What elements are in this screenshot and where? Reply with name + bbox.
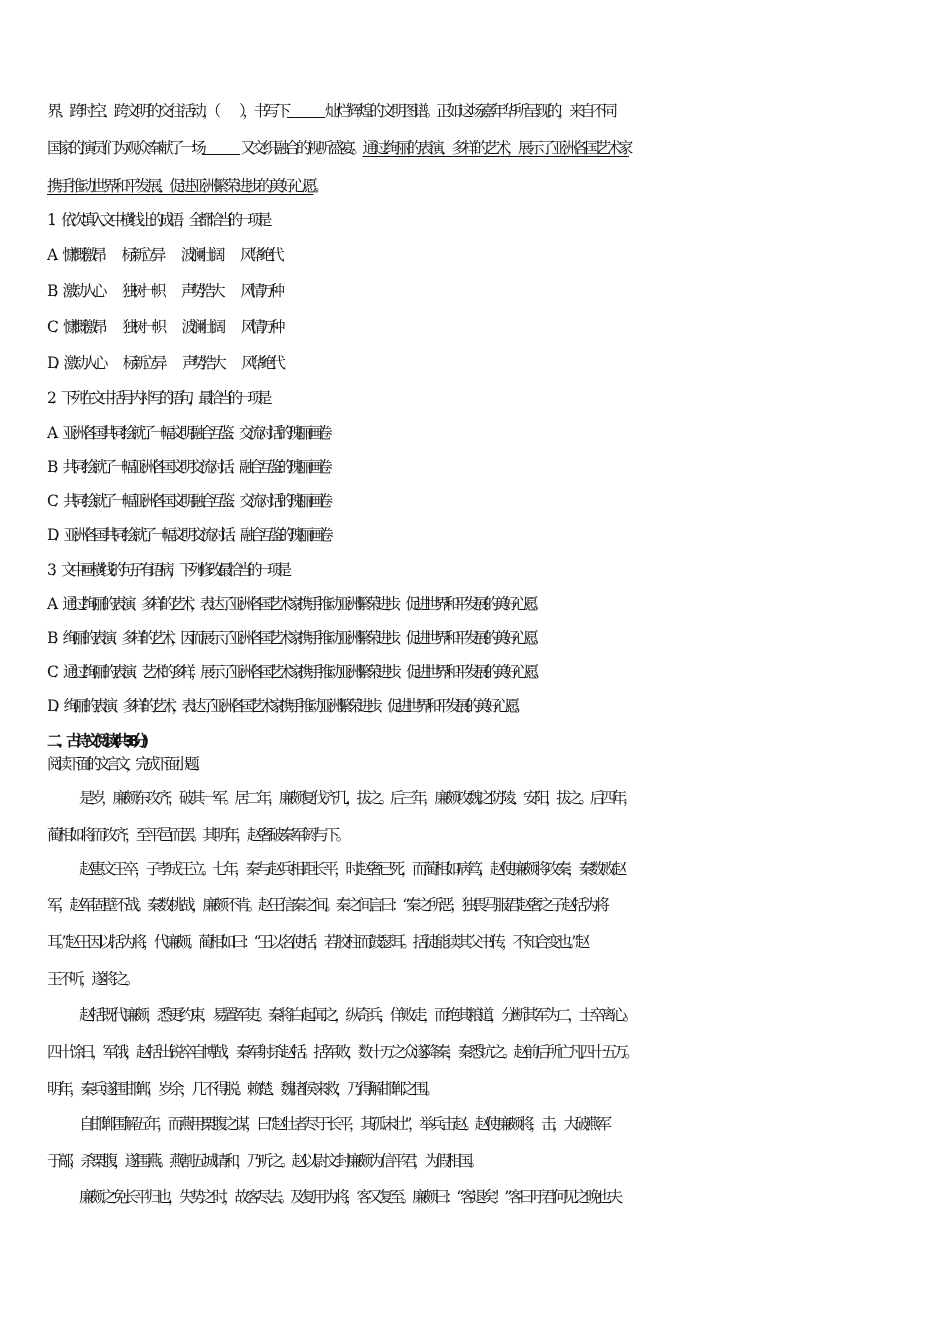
q1-option-b[interactable] <box>47 280 917 302</box>
underlined-sentence: 通过绚丽的表演、多样的艺术，展示了亚洲各国艺术家 <box>362 139 629 157</box>
passage-text: 国家的演员们为观众奉献了一场 <box>47 139 203 157</box>
option-item: 声势浩大 <box>181 354 222 372</box>
q3-option-b[interactable]: B．绚丽的表演、多样的艺术，因而展示了亚洲各国艺术家携手推动亚洲繁荣进步、促进世界和平发展的美好心愿。 <box>47 629 543 647</box>
option-item: 波澜壮阔 <box>180 246 220 264</box>
option-label: C． <box>47 318 63 336</box>
q3-option-c[interactable]: C．通过绚丽的表演、艺术的多样，展示了亚洲各国艺术家携手推动亚洲繁荣进步、促进世界和平发展的美好心愿。 <box>47 663 544 681</box>
q2-option-d[interactable]: D．亚洲各国共同绘就了一幅文明交流对话、融合互鉴的瑰丽画卷 <box>47 526 329 544</box>
passage-text: 又交织融合的视听盛宴。 <box>240 139 363 157</box>
question-1-stem: 1．依次填入文中横线上的成语，全都恰当的一项是 <box>47 211 267 229</box>
option-item: 激动人心 <box>63 354 103 372</box>
q1-option-c[interactable] <box>47 316 917 338</box>
classical-p1-line-2: 蔺相如将而攻齐，至平邑而罢。其明年，赵奢破秦军阏与下。 <box>47 826 347 844</box>
passage-text: 。 <box>313 177 325 195</box>
option-item: 独树一帜 <box>121 282 161 300</box>
classical-p2-line-1: 赵惠文王卒，子孝成王立。七年，秦与赵兵相距长平，时赵奢已死，而蔺相如病笃，赵使廉颇将攻秦，秦数败赵 <box>79 860 623 878</box>
section-heading: 二、古诗文阅读(共 38 分) <box>47 732 144 750</box>
fill-blank <box>287 102 325 118</box>
passage-text: 界、跨时空、跨文明的交往活动，（ ），书写下 <box>47 102 287 120</box>
fill-blank <box>202 139 240 155</box>
option-item: 标新立异 <box>121 246 161 264</box>
classical-p5-line-1: 廉颇之免长平归也，失势之时，故客尽去。及复用为将，客又复至。廉颇曰：“客退矣！”客曰吁君何见之晚也夫 <box>79 1188 619 1206</box>
q2-option-a[interactable]: A．亚洲各国共同绘就了一幅文明融合互鉴、交流对话的瑰丽画卷 <box>47 424 327 442</box>
classical-p3-line-2: 四十馀日，军饿，赵括出锐卒自博战，秦军射杀赵括。括军败，数十万之众遂降秦，秦悉坑之。赵前后所亡凡四十五万。 <box>47 1043 636 1061</box>
option-item: 风情万种 <box>240 318 280 336</box>
option-item: 风华绝代 <box>241 354 281 372</box>
classical-p1-line-1: 是岁，廉颇东攻齐，破其一军。居二年，廉颇复伐齐几，拔之。后三年，廉颇攻魏之防陵、安阳，拔之。后四年， <box>79 789 635 807</box>
option-item: 激动人心 <box>62 282 102 300</box>
classical-p4-line-2: 于鄗，杀栗腹，遂围燕。燕割五城请和，乃听之。赵以尉文封廉颇为信平君，为假相国。 <box>47 1152 480 1170</box>
underlined-sentence: 携手推动世界和平发展、促进亚洲繁荣进步的美好心愿 <box>47 177 314 195</box>
option-item: 慷慨激昂 <box>62 246 102 264</box>
q1-option-d[interactable] <box>47 352 917 374</box>
passage-text: 灿烂辉煌的文明图谱。正如这场嘉年华所呈现的，来自不同 <box>324 102 614 120</box>
passage-line-1 <box>47 100 917 122</box>
option-item: 波澜壮阔 <box>181 318 221 336</box>
classical-p4-line-1: 自邯郸围解五年，而燕用栗腹之谋，曰“赵壮者尽于长平，其孤未壮”，举兵击赵。赵使廉颇将，击，大破燕军 <box>79 1115 608 1133</box>
option-label: D． <box>47 354 64 372</box>
option-item: 慷慨激昂 <box>62 318 103 336</box>
question-2-stem: 2．下列在文中括号内补写的语句，最恰当的一项是 <box>47 389 267 407</box>
q2-option-b[interactable]: B．共同绘就了一幅亚洲各国文明交流对话、融合互鉴的瑰丽画卷 <box>47 458 328 476</box>
q3-option-d[interactable]: D．绚丽的表演、多样的艺术，表达了亚洲各国艺术家携手推动亚洲繁荣进步、促进世界和平发展的美好心愿。 <box>47 697 525 715</box>
classical-p2-line-3: 耳。”赵王因以括为将，代廉颇。蔺相如曰：“王以名使括，若胶柱而鼓瑟耳。括徒能读其父书传，不知合变也。”赵 <box>47 933 586 951</box>
question-3-stem: 3．文中画横线的句子有语病，下列修改最恰当的一项是 <box>47 561 287 579</box>
option-label: B． <box>47 282 63 300</box>
option-item: 声势浩大 <box>180 282 221 300</box>
q2-option-c[interactable]: C．共同绘就了一幅亚洲各国文明融合互鉴、交流对话的瑰丽画卷 <box>47 492 328 510</box>
classical-p3-line-3: 明年，秦兵遂围邯郸，岁余，几不得脱。赖楚、魏诸侯来救，乃得解邯郸之围。 <box>47 1080 436 1098</box>
classical-p2-line-2: 军，赵军固壁不战。秦数挑战，廉颇不肯。赵王信秦之间。秦之间言曰：“秦之所恶，独畏马服君赵奢之子赵括为将 <box>47 896 606 914</box>
option-label: A． <box>47 246 63 264</box>
option-item: 标新立异 <box>122 354 162 372</box>
passage-line-3 <box>47 175 917 197</box>
passage-line-2 <box>47 137 917 159</box>
section-intro: 阅读下面的文言文，完成下面小题。 <box>47 755 204 773</box>
option-item: 风华绝代 <box>239 246 280 264</box>
classical-p2-line-4: 王不听，遂将之。 <box>47 970 136 988</box>
q1-option-a[interactable] <box>47 244 917 266</box>
option-item: 风情万种 <box>240 282 280 300</box>
q3-option-a[interactable]: A．通过绚丽的表演、多样的艺术，表达了亚洲各国艺术家携手推动亚洲繁荣进步、促进世界和平发展的美好心愿。 <box>47 595 543 613</box>
option-item: 独树一帜 <box>122 318 162 336</box>
classical-p3-line-1: 赵括既代廉颇，悉更约束，易置军吏。秦将白起闻之，纵奇兵，佯败走，而绝其粮道，分断其军为二，士卒离心。 <box>79 1006 635 1024</box>
